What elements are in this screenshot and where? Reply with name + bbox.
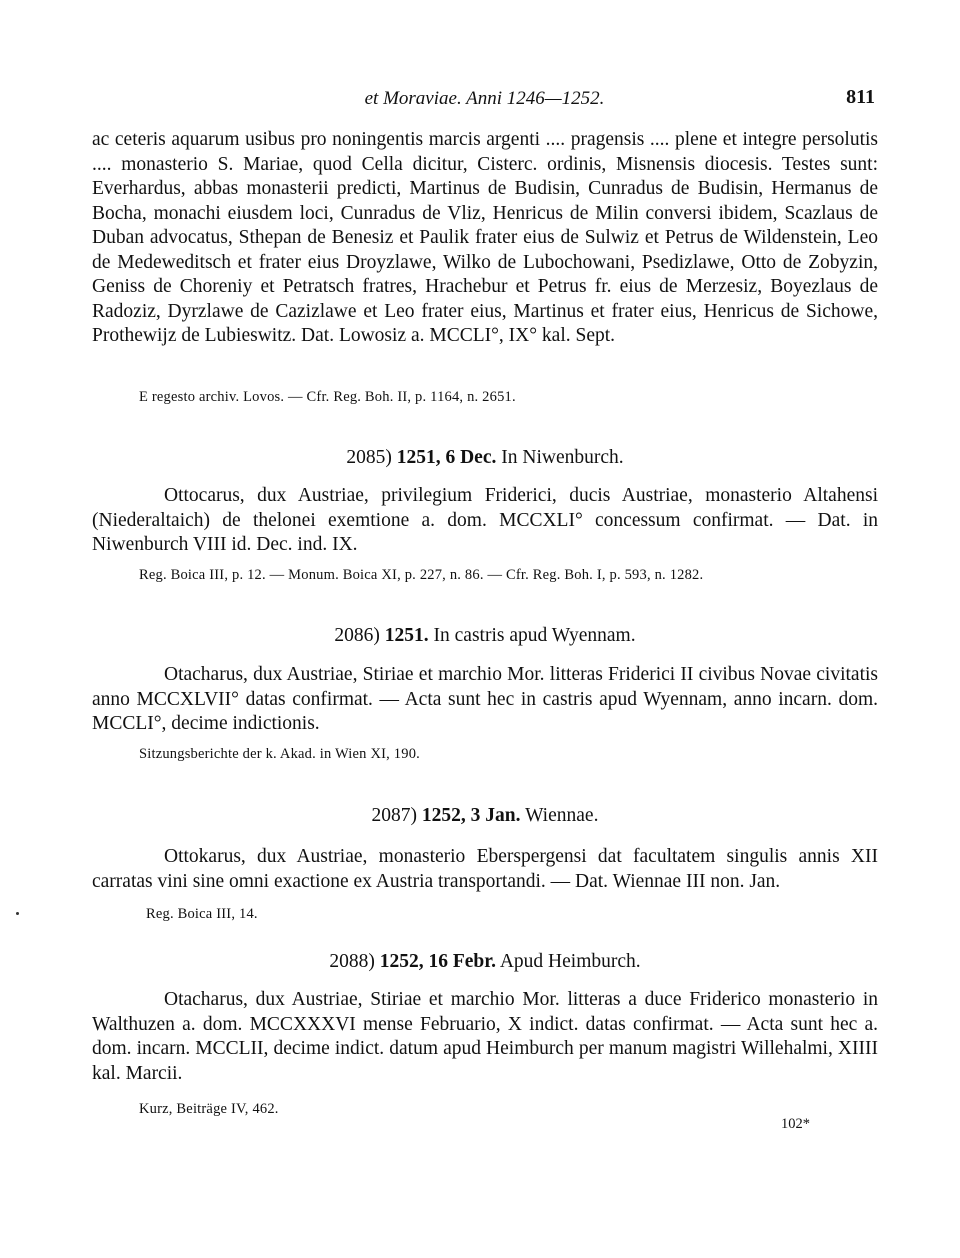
page-number: 811: [846, 86, 875, 108]
entry-place: In Niwenburch.: [501, 447, 624, 468]
intro-paragraph: [92, 128, 878, 349]
entry-date: 1252, 3 Jan.: [421, 805, 521, 826]
entry-number: 2086): [334, 625, 380, 646]
entry-number: 2087): [371, 805, 418, 826]
page-header: [92, 86, 877, 114]
running-title: et Moraviae. Anni 1246—1252.: [364, 88, 605, 109]
entry-date: 1252, 16 Febr.: [379, 951, 497, 972]
print-speck: [16, 912, 19, 915]
entry-place: Apud Heimburch.: [499, 951, 641, 972]
entry-heading-2085: [92, 446, 878, 470]
signature-mark: 102*: [781, 1116, 810, 1132]
entry-date: 1251.: [384, 625, 429, 646]
entry-text-2088: [92, 988, 878, 1086]
entry-paragraph: Ottokarus, dux Austriae, monasterio Eberspergensi dat facultatem singulis annis XII carratas vini sine omni exactione ex Austria transportandi. — Dat. Wiennae III non. Jan.: [92, 846, 878, 892]
entry-heading-2088: [92, 950, 878, 974]
entry-source-2086: Sitzungsberichte der k. Akad. in Wien XI, 190.: [139, 746, 420, 762]
entry-paragraph: Otacharus, dux Austriae, Stiriae et marchio Mor. litteras Friderici II civibus Novae civitatis anno MCCXLVII° datas confirmat. — Acta sunt hec in castris apud Wyennam, anno incarn. dom. MCCLI°, decime indictionis.: [92, 664, 878, 734]
entry-source-2088: Kurz, Beiträge IV, 462.: [139, 1101, 279, 1117]
intro-source: E regesto archiv. Lovos. — Cfr. Reg. Boh. II, p. 1164, n. 2651.: [139, 389, 516, 405]
intro-text: ac ceteris aquarum usibus pro noningentis marcis argenti .... pragensis .... plene et integre persolutis .... monasterio S. Mariae, quod Cella dicitur, Cisterc. ordinis, Misnensis diocesis. Testes sunt: Everhardus, abbas monasterii predicti, Martinus de Budisin, Cunradus de Budisin, Hermanus de Bocha, monachi eiusdem loci, Cunradus de Vliz, Henricus de Milin conversi ibidem, Scazlaus de Duban advocatus, Sthepan de Benesiz et Paulik frater eius de Sulwiz et Petrus de Wildenstein, Leo de Medeweditsch et frater eius Droyzlawe, Wilko de Lubochowani, Psedizlawe, Otto de Zobyzin, Geniss de Choreniy et Petratsch fratres, Hrachebur et Petrus fr. eius de Merzesiz, Boyezlaus de Radoziz, Dyrzlawe de Cazizlawe et Leo frater eius, Martinus et frater eius, Henricus de Sichowe, Prothewijz de Lubieswitz. Dat. Lowosiz a. MCCLI°, IX° kal. Sept.: [92, 129, 878, 346]
entry-text-2087: [92, 845, 878, 894]
entry-date: 1251, 6 Dec.: [396, 447, 497, 468]
entry-source-2087: Reg. Boica III, 14.: [146, 906, 258, 922]
entry-paragraph: Ottocarus, dux Austriae, privilegium Friderici, ducis Austriae, monasterio Altahensi (Niederaltaich) de thelonei exemtione a. dom. MCCXLI° concessum confirmat. — Dat. in Niwenburch VIII id. Dec. ind. IX.: [92, 485, 878, 555]
entry-place: In castris apud Wyennam.: [433, 625, 636, 646]
entry-number: 2088): [329, 951, 375, 972]
entry-heading-2086: [92, 624, 878, 648]
entry-place: Wiennae.: [525, 805, 599, 826]
entry-heading-2087: [92, 804, 878, 828]
entry-text-2085: [92, 484, 878, 558]
entry-number: 2085): [346, 447, 392, 468]
entry-source-2085: Reg. Boica III, p. 12. — Monum. Boica XI, p. 227, n. 86. — Cfr. Reg. Boh. I, p. 593, n. 1282.: [139, 567, 704, 583]
entry-paragraph: Otacharus, dux Austriae, Stiriae et marchio Mor. litteras a duce Friderico monasterio in Walthuzen a. dom. MCCXXXVI mense Februario, X indict. datas confirmat. — Acta sunt hec a. dom. incarn. MCCLII, decime indict. datum apud Heimburch per manum magistri Willehalmi, XIIII kal. Marcii.: [92, 989, 878, 1084]
entry-text-2086: [92, 663, 878, 737]
